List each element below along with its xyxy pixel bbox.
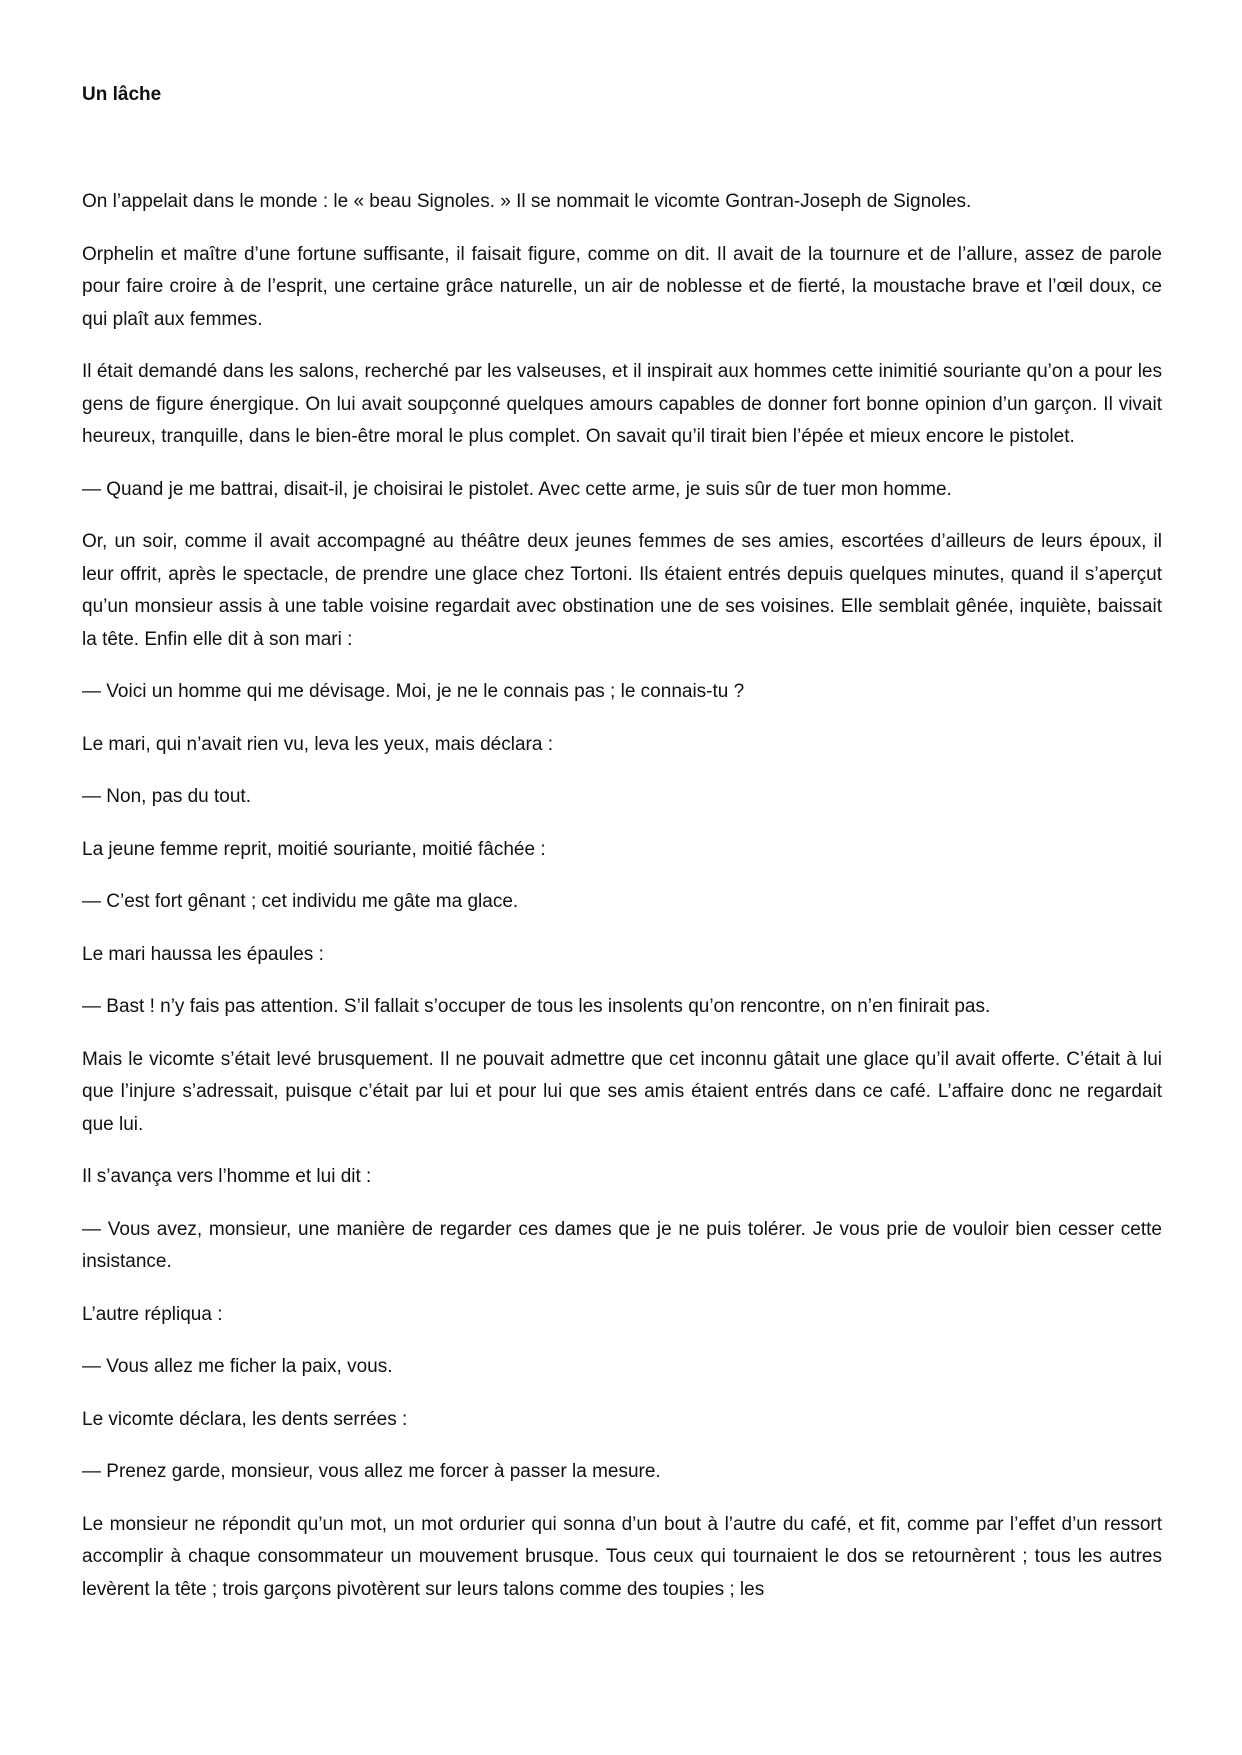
paragraph: Le monsieur ne répondit qu’un mot, un mot ordurier qui sonna d’un bout à l’autre du café, et fit, comme par l’effet d’un ressort accomplir à chaque consommateur un mouvement brusque. Tous ceux qui tournaient le dos se retournèrent ; tous les autres levèrent la tête ; trois garçons pivotèrent sur leurs talons comme des toupies ; les (82, 1513, 1162, 1600)
paragraph: La jeune femme reprit, moitié souriante, moitié fâchée : (82, 838, 546, 860)
paragraph: — Quand je me battrai, disait-il, je choisirai le pistolet. Avec cette arme, je suis sûr de tuer mon homme. (82, 478, 952, 500)
paragraph: On l’appelait dans le monde : le « beau Signoles. » Il se nommait le vicomte Gontran-Joseph de Signoles. (82, 191, 972, 212)
document-title: Un lâche (82, 84, 162, 105)
paragraph: Il était demandé dans les salons, recherché par les valseuses, et il inspirait aux hommes cette inimitié souriante qu’on a pour les gens de figure énergique. On lui avait soupçonné quelques amours capables de donner fort bonne opinion d’un garçon. Il vivait heureux, tranquille, dans le bien-être moral le plus complet. On savait qu’il tirait bien l’épée et mieux encore le pistolet. (82, 361, 1162, 447)
paragraph: Or, un soir, comme il avait accompagné au théâtre deux jeunes femmes de ses amies, escortées d’ailleurs de leurs époux, il leur offrit, après le spectacle, de prendre une glace chez Tortoni. Ils étaient entrés depuis quelques minutes, quand il s’aperçut qu’un monsieur assis à une table voisine regardait avec obstination une de ses voisines. Elle semblait gênée, inquiète, baissait la tête. Enfin elle dit à son mari : (82, 531, 1162, 650)
paragraph: — Vous allez me ficher la paix, vous. (82, 1356, 393, 1377)
paragraph: Le mari, qui n’avait rien vu, leva les yeux, mais déclara : (82, 733, 553, 755)
paragraph: Le mari haussa les épaules : (82, 943, 324, 965)
document-body (82, 186, 1162, 1606)
paragraph: L’autre répliqua : (82, 1303, 223, 1325)
paragraph: — Non, pas du tout. (82, 786, 251, 807)
paragraph: Il s’avança vers l’homme et lui dit : (82, 1166, 372, 1187)
paragraph: — Voici un homme qui me dévisage. Moi, je ne le connais pas ; le connais-tu ? (82, 681, 745, 702)
paragraph: — Vous avez, monsieur, une manière de regarder ces dames que je ne puis tolérer. Je vous prie de vouloir bien cesser cette insistance. (82, 1218, 1162, 1272)
paragraph: Le vicomte déclara, les dents serrées : (82, 1408, 408, 1430)
paragraph: — C’est fort gênant ; cet individu me gâte ma glace. (82, 891, 519, 912)
document-page (82, 82, 1162, 1626)
paragraph: Orphelin et maître d’une fortune suffisante, il faisait figure, comme on dit. Il avait de la tournure et de l’allure, assez de parole pour faire croire à de l’esprit, une certaine grâce naturelle, un air de noblesse et de fierté, la moustache brave et l’œil doux, ce qui plaît aux femmes. (82, 243, 1162, 330)
paragraph: Mais le vicomte s’était levé brusquement. Il ne pouvait admettre que cet inconnu gâtait une glace qu’il avait offerte. C’était à lui que l’injure s’adressait, puisque c’était par lui et pour lui que ses amis étaient entrés dans ce café. L’affaire donc ne regardait que lui. (82, 1048, 1162, 1135)
paragraph: — Prenez garde, monsieur, vous allez me forcer à passer la mesure. (82, 1461, 661, 1482)
paragraph: — Bast ! n’y fais pas attention. S’il fallait s’occuper de tous les insolents qu’on rencontre, on n’en finirait pas. (82, 996, 991, 1017)
